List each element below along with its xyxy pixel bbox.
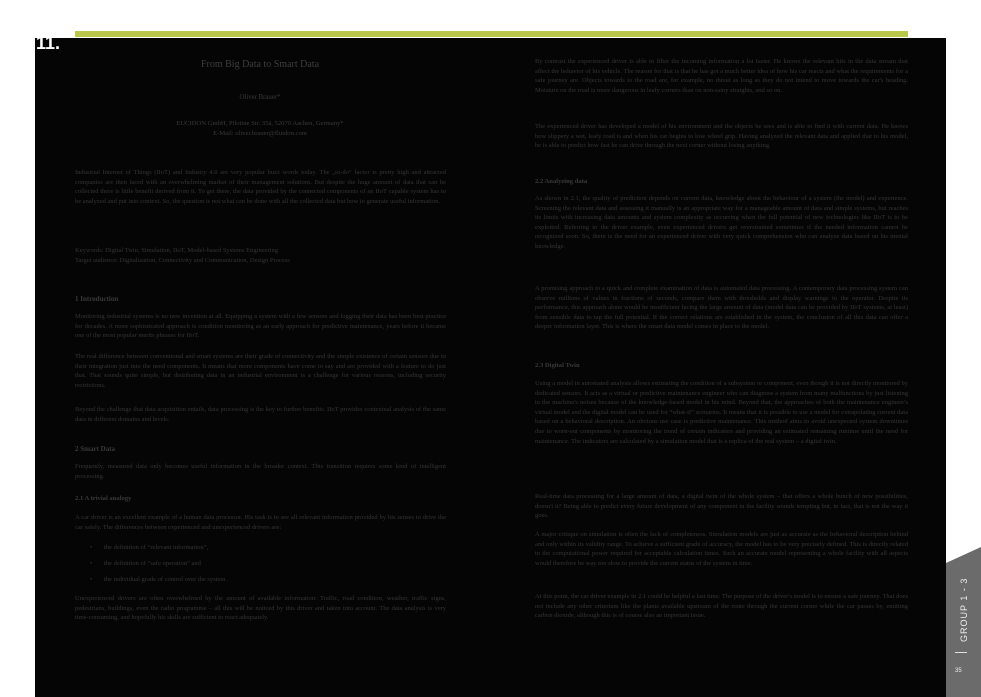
abstract: Industrial Internet of Things (IIoT) and Industry 4.0 are very popular buzz words today. The „to-do“ factor is pretty high and attracted companies are then faced with an overwhelming market of their management solutions. But despite the huge amount of data that can be collected there is little benefit derived from it. To get there, the data provided by the connected components of an IIoT capable system has to be analyzed and put into context. So, the question is not what can be done with all the collected data but how to generate useful information. [75, 169, 446, 205]
section-heading-introduction: 1 Introduction [75, 295, 119, 303]
trivial-analogy-paragraph-1: A car driver is an excellent example of a human data processor. His task is to see all relevant information provided by his senses to drive the car safely. The differences between experienced and unexperienced drivers are: [75, 514, 446, 531]
subsection-heading-digital-twin: 2.3 Digital Twin [535, 362, 580, 369]
bullet-item: • the definition of “relevant information”, [104, 544, 208, 551]
chapter-accent-bar [75, 31, 908, 37]
subsection-heading-analyzing-data: 2.2 Analyzing data [535, 178, 588, 185]
bullet-item: • the individual grade of control over the system. [104, 576, 227, 583]
trivial-analogy-paragraph-2: Unexperienced drivers are often overwhelmed by the amount of available information: Traffic, road condition, weather, traffic signs, pedestrians, buildings, even the radio programme – all this will be noticed by this driver and taken into account. The data analysis is very time-consuming, and hopefully his skills are sufficient to react adequately. [75, 595, 446, 622]
analyzing-paragraph-1: As shown in 2.1, the quality of prediction depends on current data, knowledge about the behaviour of a system (the model) and experience. Screening the relevant data and assessing it manually is an appropriate way for a manageable amount of data and simple systems, but reaches its limits with increasing data amounts and system complexity as occurring when the full potential of new technologies like IIoT is to be exploited. Referring to the driver example, even experienced drivers get overstrained sometimes if the needed information cannot be recognized soon. So, there is the need for an experienced driver with very quick comprehension who can analyze data based on his mental knowledge. [535, 195, 908, 250]
intro-paragraph-2: The real difference between conventional and smart systems are their grade of connectivity and the simple existence of certain sensors due to their integration just into the need components. It means that more components have come to say and are provided with a feature to do just that. That sounds quite simple, but distributing data in an industrial environment is a challenge for various reasons, including security restrictions. [75, 353, 446, 389]
driver-paragraph-1: By contrast the experienced driver is able to filter the incoming information a lot faster. He knows the relevant hits in the data stream that affect the behavior of his vehicle. The reason for that is that he has got a much better idea of how his car reacts and what the requirements for a safe journey are. Objects towards to the road are, for example, no threat as long as they do not intend to move towards the car's heading. Moisture on the road is more dangerous in leafy corners than on non-rainy straights, and so on. [535, 58, 908, 94]
intro-paragraph-3: Beyond the challenge that data acquisition entails, data processing is the key to further benefits. IIoT provides contextual analysis of the same data in different domains and levels. [75, 406, 446, 423]
group-label: GROUP 1 - 3 [959, 577, 969, 642]
paper-title: From Big Data to Smart Data [200, 59, 320, 70]
chapter-number: 11. [36, 33, 61, 53]
digital-twin-paragraph-2: Real-time data processing for a large amount of data, a digital twin of the whole system – that offers a whole bunch of new possibilities, doesn't it? Being able to predict every future development of any component in the facility sounds tempting but, in fact, that is not the way it goes. [535, 493, 908, 520]
digital-twin-paragraph-1: Using a model in automated analysis allows estimating the condition of a subsystem or component, even though it is not directly monitored by dedicated sensors. It acts as a virtual or predictive maintenance engineer who can diagnose a system from many malfunctions by just listening to the machine's noises because of the knowledge-based model in his mind. Beyond that, the approaches of both the maintenance engineer's virtual model and the digital model can be used for “what-if” scenarios. It means that it is possible to use a model for extrapolating current data based on a behavioral description. An obvious use case is predictive maintenance. This method aims to avoid unexpected system downtimes due to worn-out components by monitoring the trend of certain indicators and providing an estimated remaining runtime until the need for maintenance. The indicators are calculated by a simulation model that is a replica of the real system – a digital twin. [535, 380, 908, 445]
subsection-heading-trivial-analogy: 2.1 A trivial analogy [75, 495, 132, 502]
side-tab-corner [946, 547, 981, 563]
keywords: Keywords: Digital Twin, Simulation, IIoT, Model-based Systems Engineering [75, 247, 278, 254]
digital-twin-paragraph-3: A major critique on simulation is often the lack of completeness. Simulation models are just as accurate as the behavioral description behind and only within its validity range. To achieve a sufficient grade of accuracy, the model has to be very precisely defined. This is directly related to the computational power required for acceptable calculation times. Such an accurate model representing a whole facility with all aspects would therefore be way too slow to provide the current status of the system in time. [535, 531, 908, 567]
intro-paragraph-1: Monitoring industrial systems is no new invention at all. Equipping a system with a few sensors and logging their data has been best practice for decades. A more sophisticated approach is condition monitoring as an early approach for predictive maintenance, years before it became one of the most popular merits phrases for IIoT. [75, 313, 446, 340]
tab-divider [955, 652, 967, 653]
section-heading-smart-data: 2 Smart Data [75, 445, 116, 453]
smart-data-paragraph: Frequently, measured data only becomes useful information in the broader context. This transition requires some kind of intelligent processing. [75, 463, 446, 480]
driver-paragraph-2: The experienced driver has developed a model of his environment and the objects he sees and is able to find it with current data. He knows how slippery a wet, leafy road is and when his car begins to lose wheel grip. Having analyzed the relevant data and applied that to his model, he is able to predict how fast he can drive through the next corner without losing anything. [535, 123, 908, 150]
bullet-item: • the definition of “safe operation” and [104, 560, 201, 567]
target-audience: Target audience: Digitalization, Connectivity and Communication, Design Process [75, 257, 290, 264]
paper-author: Oliver Brauer* [239, 94, 281, 101]
affiliation-email: E-Mail: oliver.brauer@fluidon.com [213, 130, 307, 137]
affiliation-line-1: EUCIDON GmbH, Pilotine Str. 35ä, 52070 Aachen, Germany* [176, 120, 344, 127]
analyzing-paragraph-2: A promising approach to a quick and complete examination of data is automated data processing. A contemporary data processing system can observe millions of values in fractions of seconds, compare them with thresholds and display warnings to the operator. Despite its performance, this approach alone would be insufficient facing the large amount of data (model data can be provided by IIoT systems, at least) from sensible data to tap the full potential. If the correct relations are established in the system, the conclusion of all this data can offer a deeper information layer. This is where the smart data model comes in place to the model. [535, 285, 908, 331]
digital-twin-paragraph-4: At this point, the car driver example in 2.1 could be helpful a last time. The purpose of the driver's model is to ensure a safe journey. That does not include any other criterium like the plants available upstream of the route through the current corner while the car passes by, emitting carbon dioxide, although this is of course also an important issue. [535, 593, 908, 620]
page-number: 35 [955, 668, 962, 674]
